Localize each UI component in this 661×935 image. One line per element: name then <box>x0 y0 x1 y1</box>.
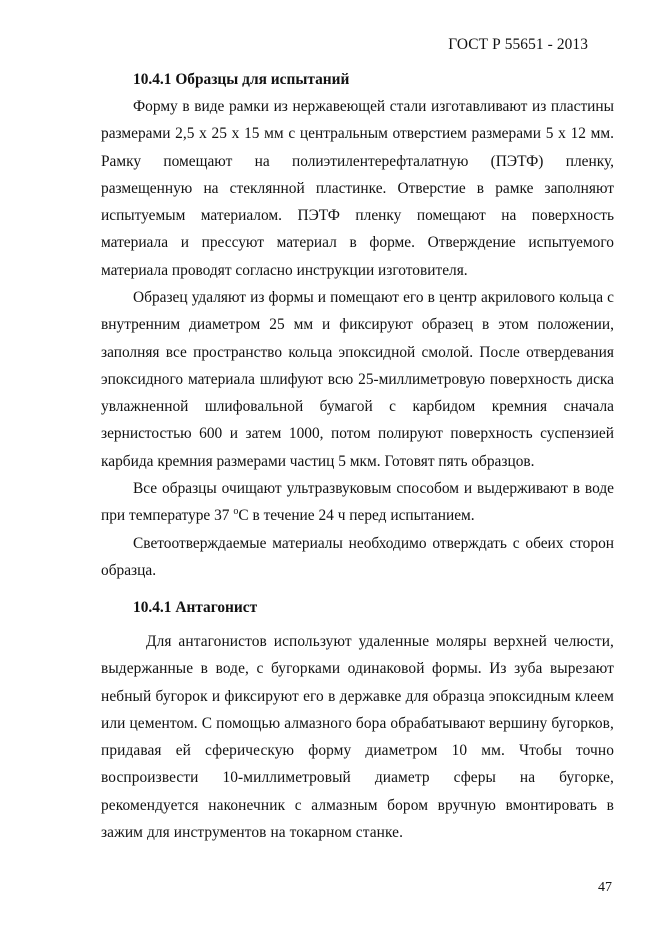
paragraph-text: Образец удаляют из формы и помещают его в центр акрилового кольца с внутренним диаметром 25 мм и фиксируют образец в этом положении, заполняя все пространство кольца эпоксидной смолой. После отвердевания эпоксидного материала шлифуют всю 25-миллиметровую поверхность диска увлажненной шлифовальной бумагой с карбидом кремния сначала зернистостью 600 и затем 1000, потом полируют поверхность суспензией карбида кремния размерами частиц 5 мкм. Готовят пять образцов. <box>101 289 614 470</box>
paragraph-antagonist-preparation <box>101 628 614 846</box>
paragraph-frame-preparation <box>101 93 614 284</box>
section-heading-antagonist: 10.4.1 Антагонист <box>133 599 258 616</box>
paragraph-light-curing <box>101 530 614 585</box>
section-heading-samples: 10.4.1 Образцы для испытаний <box>133 71 350 88</box>
paragraph-text: Форму в виде рамки из нержавеющей стали изготавливают из пластины размерами 2,5 x 25 x 15 мм с центральным отверстием размерами 5 x 12 мм. Рамку помещают на полиэтилентерефталатную (ПЭТФ) пленку, размещенную на стеклянной пластинке. Отверстие в рамке заполняют испытуемым материалом. ПЭТФ пленку помещают на поверхность материала и прессуют материал в форме. Отверждение испытуемого материала проводят согласно инструкции изготовителя. <box>101 98 614 279</box>
page-number: 47 <box>598 880 612 895</box>
paragraph-text: С в течение 24 ч перед испытанием. <box>238 507 475 525</box>
paragraph-text: Светоотверждаемые материалы необходимо отверждать с обеих сторон образца. <box>101 535 614 580</box>
paragraph-text: Для антагонистов используют удаленные моляры верхней челюсти, выдержанные в воде, с бугорками одинаковой формы. Из зуба вырезают небный бугорок и фиксируют его в державке для образца эпоксидным клеем или цементом. С помощью алмазного бора обрабатывают вершину бугорков, придавая ей сферическую форму диаметром 10 мм. Чтобы точно воспроизвести 10-миллиметровый диаметр сферы на бугорке, рекомендуется наконечник с алмазным бором вручную вмонтировать в зажим для инструментов на токарном станке. <box>101 633 614 842</box>
document-standard-header: ГОСТ Р 55651 - 2013 <box>448 36 588 53</box>
degree-superscript: о <box>233 506 239 518</box>
paragraph-sample-mounting <box>101 284 614 475</box>
paragraph-text: Все образцы очищают ультразвуковым способом и выдерживают в воде при температуре 37 <box>101 480 614 525</box>
paragraph-ultrasonic-cleaning <box>101 475 614 530</box>
